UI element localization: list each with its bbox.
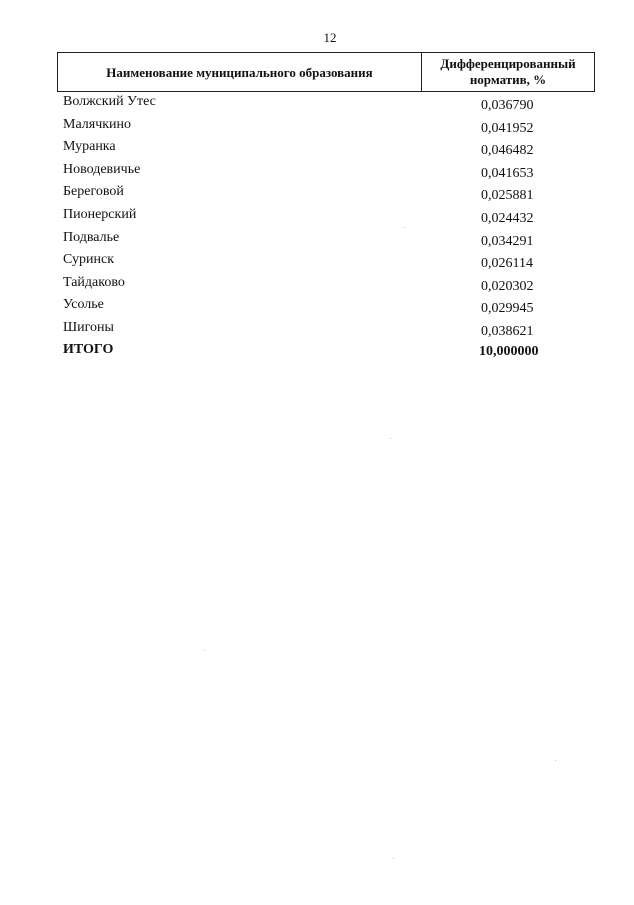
row-name: Пионерский (63, 206, 137, 222)
scan-speck (404, 227, 405, 228)
row-name: Малячкино (63, 116, 132, 132)
total-label: ИТОГО (63, 341, 114, 357)
row-name: Береговой (63, 184, 124, 200)
row-value: 0,029945 (481, 301, 534, 317)
table-header (57, 52, 595, 92)
table-row (57, 275, 595, 298)
table-body (57, 94, 595, 365)
table-row (57, 139, 595, 162)
scan-speck (390, 438, 391, 439)
row-value: 0,041952 (481, 120, 534, 136)
table-row (57, 207, 595, 230)
row-value: 0,025881 (481, 188, 534, 204)
row-name: Суринск (63, 252, 114, 268)
table-row (57, 297, 595, 320)
column-header-value (422, 53, 594, 91)
row-value: 0,046482 (481, 143, 534, 159)
table-row (57, 252, 595, 275)
table-row (57, 117, 595, 140)
row-name: Новодевичье (63, 161, 141, 177)
table-row (57, 94, 595, 117)
row-name: Муранка (63, 139, 116, 155)
total-value: 10,000000 (479, 343, 539, 359)
row-name: Шигоны (63, 319, 114, 335)
row-value: 0,020302 (481, 278, 534, 294)
row-value: 0,026114 (481, 256, 533, 272)
row-value: 0,038621 (481, 323, 534, 339)
total-row (57, 343, 595, 366)
scan-speck (204, 650, 205, 651)
scan-speck (555, 760, 556, 761)
column-header-value-line1: Дифференцированный (440, 56, 576, 71)
table-row (57, 320, 595, 343)
page-number: 12 (323, 30, 337, 45)
column-header-value-line2: норматив, % (469, 72, 547, 87)
row-name: Подвалье (63, 229, 120, 245)
row-value: 0,024432 (481, 210, 534, 226)
row-name: Волжский Утес (63, 94, 156, 109)
row-name: Тайдаково (63, 274, 125, 290)
row-name: Усолье (63, 297, 104, 313)
table-row (57, 184, 595, 207)
column-header-name: Наименование муниципального образования (58, 53, 422, 91)
row-value: 0,034291 (481, 233, 534, 249)
row-value: 0,036790 (481, 98, 534, 113)
scan-speck (393, 858, 394, 859)
table-row (57, 162, 595, 185)
table-row (57, 230, 595, 253)
row-value: 0,041653 (481, 165, 534, 181)
